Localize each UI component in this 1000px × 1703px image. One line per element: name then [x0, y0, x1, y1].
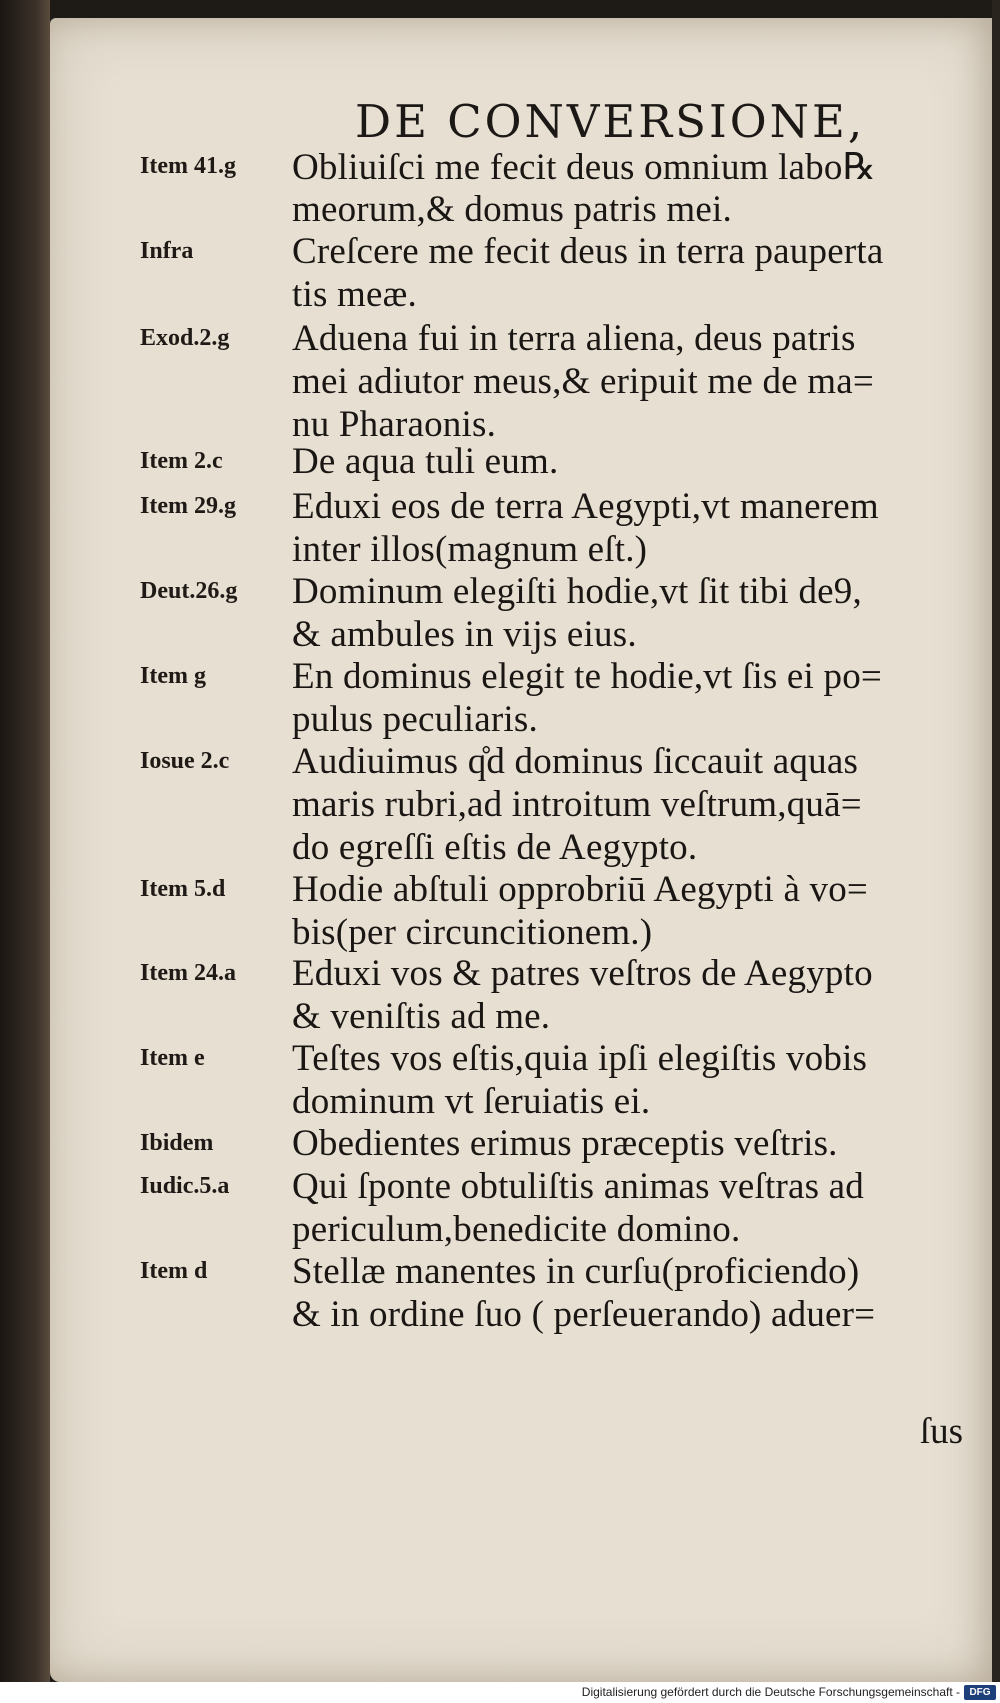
text-line: do egreſſi eſtis de Aegypto. — [292, 827, 698, 868]
marginal-reference: Item d — [140, 1258, 208, 1284]
marginal-reference: Item 29.g — [140, 493, 236, 519]
text-line: Dominum elegiſti hodie,vt ſit tibi de9, — [292, 571, 862, 612]
page-edge — [992, 0, 1000, 1703]
marginal-reference: Iosue 2.c — [140, 748, 230, 774]
text-line: meorum,& domus patris mei. — [292, 189, 732, 230]
text-line: Creſcere me fecit deus in terra pauperta — [292, 231, 884, 272]
text-line: Qui ſponte obtuliſtis animas veſtras ad — [292, 1166, 864, 1207]
marginal-reference: Item 5.d — [140, 876, 226, 902]
text-line: Obedientes erimus præceptis veſtris. — [292, 1123, 838, 1164]
text-line: & in ordine ſuo ( perſeuerando) aduer= — [292, 1294, 876, 1335]
marginal-reference: Item 24.a — [140, 960, 236, 986]
text-line: Teſtes vos eſtis,quia ipſi elegiſtis vobis — [292, 1038, 868, 1079]
catchword: ſus — [919, 1411, 963, 1452]
footer-text: Digitalisierung gefördert durch die Deutsche Forschungsgemeinschaft - — [581, 1685, 960, 1699]
text-line: inter illos(magnum eſt.) — [292, 529, 648, 570]
text-line: pulus peculiaris. — [292, 699, 538, 740]
footer-bar — [0, 1682, 1000, 1703]
text-line: Eduxi eos de terra Aegypti,vt manerem — [292, 486, 879, 527]
text-line: Aduena fui in terra aliena, deus patris — [292, 318, 856, 359]
text-line: Obliuiſci me fecit deus omnium labo℞ — [292, 147, 876, 188]
text-line: bis(per circuncitionem.) — [292, 912, 653, 953]
text-line: & veniſtis ad me. — [292, 996, 551, 1037]
text-line: Eduxi vos & patres veſtros de Aegypto — [292, 953, 873, 994]
marginal-reference: Iudic.5.a — [140, 1173, 230, 1199]
marginal-reference: Deut.26.g — [140, 578, 238, 604]
text-line: Audiuimus q̊d dominus ſiccauit aquas — [292, 741, 859, 782]
text-line: nu Pharaonis. — [292, 404, 497, 445]
marginal-reference: Item e — [140, 1045, 205, 1071]
book-spine — [0, 0, 50, 1703]
text-line: En dominus elegit te hodie,vt ſis ei po= — [292, 656, 882, 697]
running-head: DE CONVERSIONE, — [355, 95, 866, 148]
text-line: tis meæ. — [292, 274, 417, 315]
text-line: maris rubri,ad introitum veſtrum,quā= — [292, 784, 862, 825]
text-line: Stellæ manentes in curſu(proficiendo) — [292, 1251, 860, 1292]
text-line: mei adiutor meus,& eripuit me de ma= — [292, 361, 874, 402]
text-line: dominum vt ſeruiatis ei. — [292, 1081, 651, 1122]
text-line: & ambules in vijs eius. — [292, 614, 637, 655]
text-line: De aqua tuli eum. — [292, 441, 559, 482]
marginal-reference: Ibidem — [140, 1130, 214, 1156]
text-line: Hodie abſtuli opprobriū Aegypti à vo= — [292, 869, 868, 910]
marginal-reference: Infra — [140, 238, 194, 264]
marginal-reference: Item g — [140, 663, 206, 689]
dfg-logo: DFG — [964, 1685, 996, 1700]
marginal-reference: Item 41.g — [140, 153, 236, 179]
marginal-reference: Exod.2.g — [140, 325, 230, 351]
text-line: periculum,benedicite domino. — [292, 1209, 741, 1250]
marginal-reference: Item 2.c — [140, 448, 223, 474]
